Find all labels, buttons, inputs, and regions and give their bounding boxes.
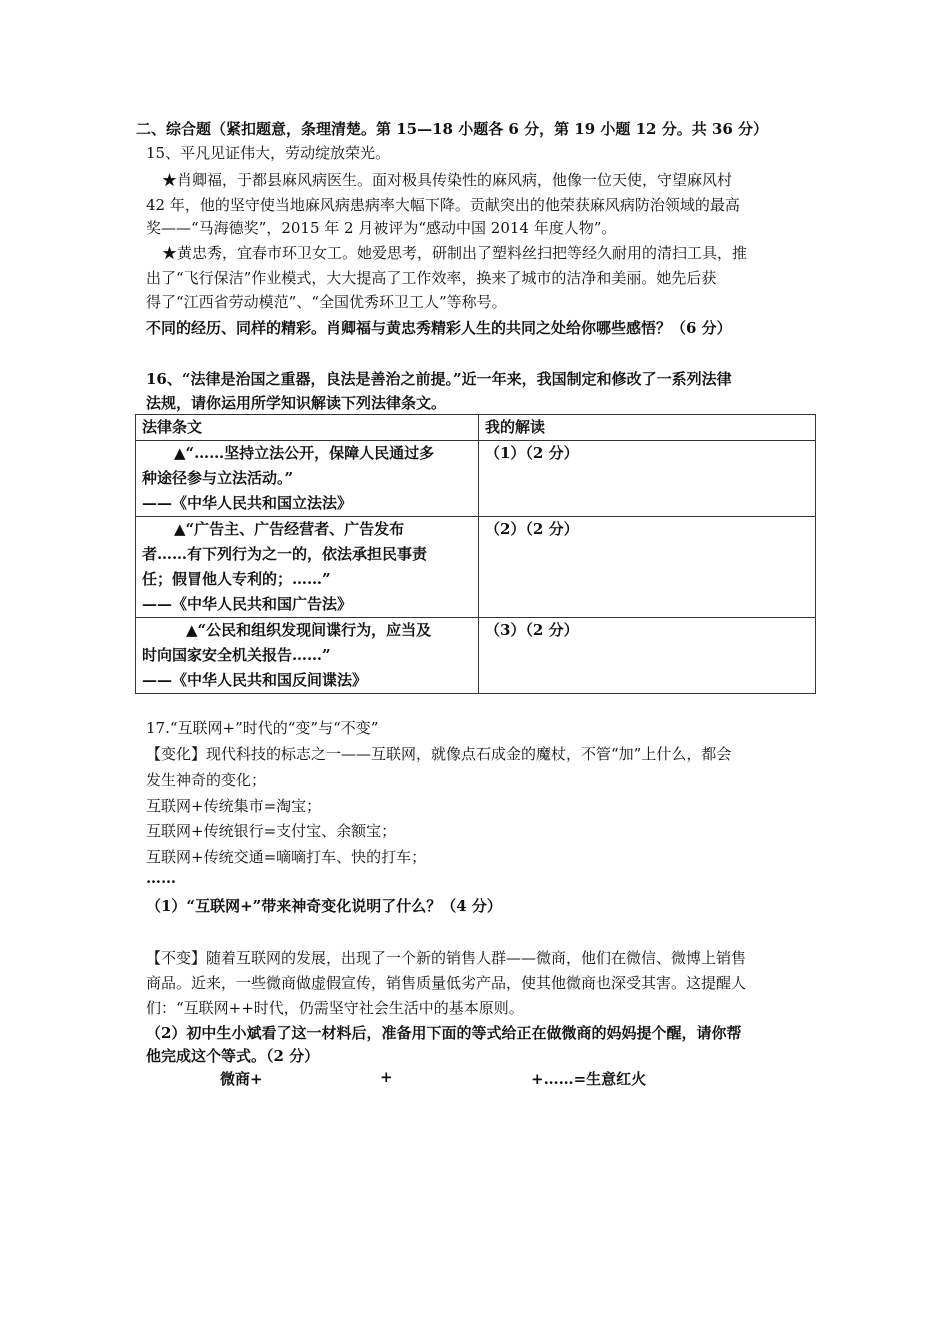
answer-cell-1[interactable] [479,441,816,517]
law-text-line: 种途径参与立法活动。” [142,469,294,487]
q16-intro-line2: 法规，请你运用所学知识解读下列法律条文。 [146,394,447,412]
answer-label: （1）（2 分） [485,444,579,462]
q17-sub2-line2: 他完成这个等式。（2 分） [146,1047,320,1065]
law-text-line: ——《中华人民共和国广告法》 [142,595,353,613]
q15-p1-line3: 奖——“马海德奖”，2015 年 2 月被评为“感动中国 2014 年度人物”。 [146,219,617,237]
answer-cell-2[interactable] [479,517,816,618]
law-text-cell [136,517,479,618]
equation-part-1: 微商+ [220,1070,263,1088]
q17-change-ellipsis: …… [146,869,176,887]
law-text-line: ▲“公民和组织发现间谍行为，应当及 [186,621,432,639]
q15-question: 不同的经历、同样的精彩。肖卿福与黄忠秀精彩人生的共同之处给你哪些感悟？（6 分） [146,319,732,337]
q17-sub2-line1: （2）初中生小斌看了这一材料后，准备用下面的等式给正在做微商的妈妈提个醒，请你帮 [146,1024,742,1042]
law-text-line: 者……有下列行为之一的，依法承担民事责 [142,545,428,563]
q17-change-line5: 互联网+传统交通=嘀嘀打车、快的打车； [146,848,427,866]
q17-nochange-line1: 【不变】随着互联网的发展，出现了一个新的销售人群——微商，他们在微信、微博上销售 [146,949,747,967]
law-text-cell [136,441,479,517]
answer-cell-3[interactable] [479,618,816,694]
q17-nochange-line2: 商品。近来，一些微商做虚假宣传，销售质量低劣产品，使其他微商也深受其害。这提醒人 [146,974,747,992]
law-text-line: 时向国家安全机关报告……” [142,646,331,664]
law-table-header [136,415,816,441]
q15-p1-line1: ★肖卿福，于都县麻风病医生。面对极具传染性的麻风病，他像一位天使，守望麻风村 [162,171,733,189]
q15-p2-line2: 出了“飞行保洁”作业模式，大大提高了工作效率，换来了城市的洁净和美丽。她先后获 [146,269,717,287]
q17-change-line3: 互联网+传统集市=淘宝； [146,797,322,815]
q17-nochange-line3: 们：“互联网++时代，仍需坚守社会生活中的基本原则。 [146,999,524,1017]
section-title: 二、综合题（紧扣题意，条理清楚。第 15—18 小题各 6 分，第 19 小题 12 分。共 36 分） [136,120,769,138]
law-text-line: ——《中华人民共和国反间谍法》 [142,671,368,689]
q17-change-line2: 发生神奇的变化； [146,771,267,789]
answer-label: （3）（2 分） [485,621,579,639]
law-text-line: ▲“……坚持立法公开，保障人民通过多 [174,444,435,462]
answer-label: （2）（2 分） [485,520,579,538]
law-table [135,414,816,694]
q16-intro-line1: 16、“法律是治国之重器，良法是善治之前提。”近一年来，我国制定和修改了一系列法律 [146,370,732,388]
law-row-1 [136,441,816,517]
q15-title: 15、平凡见证伟大，劳动绽放荣光。 [146,144,391,162]
law-row-2 [136,517,816,618]
q15-p2-line3: 得了“江西省劳动模范”、“全国优秀环卫工人”等称号。 [146,293,507,311]
law-row-3 [136,618,816,694]
q15-p2-line1: ★黄忠秀，宜春市环卫女工。她爱思考，研制出了塑料丝扫把等经久耐用的清扫工具，推 [162,244,748,262]
law-text-line: ——《中华人民共和国立法法》 [142,494,353,512]
header-interpretation: 我的解读 [479,415,816,441]
equation-part-3: +……=生意红火 [531,1070,647,1088]
equation-part-2: + [380,1068,393,1086]
law-text-cell [136,618,479,694]
q17-sub1: （1）“互联网+”带来神奇变化说明了什么？（4 分） [146,897,502,915]
q15-p1-line2: 42 年，他的坚守使当地麻风病患病率大幅下降。贡献突出的他荣获麻风病防治领域的最高 [146,196,740,214]
q17-change-line4: 互联网+传统银行=支付宝、余额宝； [146,822,397,840]
law-text-line: 任；假冒他人专利的；……” [142,570,331,588]
q17-title: 17.“互联网+”时代的“变”与“不变” [146,719,379,737]
law-text-line: ▲“广告主、广告经营者、广告发布 [174,520,405,538]
header-law-text: 法律条文 [136,415,479,441]
equation-blank-2[interactable] [395,1068,525,1090]
equation-blank-1[interactable] [270,1068,375,1090]
q17-change-line1: 【变化】现代科技的标志之一——互联网，就像点石成金的魔杖，不管“加”上什么，都会 [146,745,732,763]
